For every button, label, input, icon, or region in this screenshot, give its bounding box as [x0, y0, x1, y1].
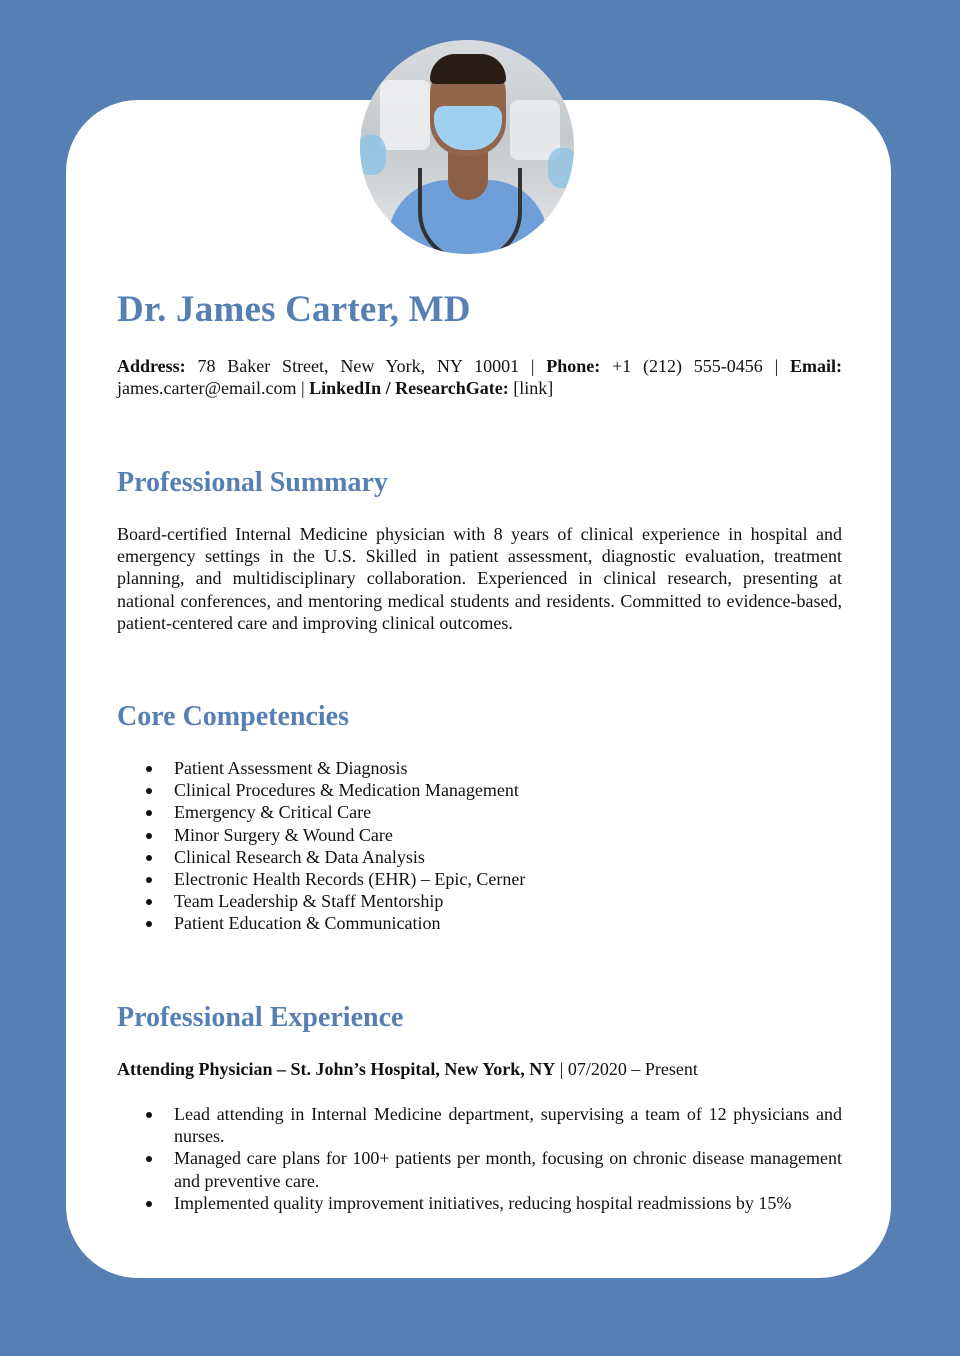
competency-text: Clinical Procedures & Medication Management	[174, 780, 519, 801]
list-item	[117, 757, 842, 779]
profile-photo	[360, 40, 574, 254]
stethoscope-icon	[418, 168, 522, 254]
competency-text: Patient Assessment & Diagnosis	[174, 758, 408, 778]
phone-value: +1 (212) 555-0456	[612, 356, 763, 376]
competency-text: Patient Education & Communication	[174, 913, 441, 934]
summary-heading: Professional Summary	[117, 467, 388, 498]
list-item	[117, 1147, 842, 1191]
bullet-icon	[146, 1156, 152, 1162]
separator: |	[555, 1059, 568, 1079]
photo-background-person	[360, 135, 386, 175]
bullet-icon	[146, 766, 152, 772]
competency-text: Electronic Health Records (EHR) – Epic, Cerner	[174, 869, 526, 890]
summary-text: Board-certified Internal Medicine physician with 8 years of clinical experience in hospital and emergency settings in the U.S. Skilled in patient assessment, diagnostic evaluation, treatment planning, and multidisciplinary collaboration. Experienced in clinical research, presenting at national conferences, and mentoring medical students and residents. Committed to evidence-based, patient-centered care and improving clinical outcomes.	[117, 524, 842, 633]
photo-background-person	[548, 148, 574, 188]
bullet-icon	[146, 1201, 152, 1207]
competency-text: Team Leadership & Staff Mentorship	[174, 891, 444, 912]
job-duties-list	[117, 1103, 842, 1214]
photo-background-light	[380, 80, 430, 150]
separator: |	[296, 378, 310, 398]
duty-text: Managed care plans for 100+ patients per month, focusing on chronic disease management and preventive care.	[174, 1148, 842, 1191]
list-item	[117, 779, 842, 801]
list-item	[117, 1192, 842, 1214]
list-item	[117, 846, 842, 868]
competency-text: Emergency & Critical Care	[174, 802, 372, 823]
bullet-icon	[146, 921, 152, 927]
bullet-icon	[146, 788, 152, 794]
bullet-icon	[146, 899, 152, 905]
bullet-icon	[146, 810, 152, 816]
photo-hair	[430, 54, 506, 84]
email-value[interactable]: james.carter@email.com	[117, 378, 297, 398]
competency-text: Minor Surgery & Wound Care	[174, 824, 393, 845]
list-item	[117, 868, 842, 890]
email-label: Email:	[790, 356, 843, 376]
links-label: LinkedIn / ResearchGate:	[309, 378, 509, 398]
candidate-name: Dr. James Carter, MD	[117, 289, 471, 330]
bullet-icon	[146, 833, 152, 839]
address-value: 78 Baker Street, New York, NY 10001	[197, 356, 520, 376]
competencies-list	[117, 757, 842, 935]
job-role-org: Attending Physician – St. John’s Hospital, New York, NY	[117, 1059, 556, 1079]
resume-card	[66, 100, 891, 1278]
profile-link[interactable]: [link]	[513, 378, 554, 398]
list-item	[117, 890, 842, 912]
contact-info	[117, 355, 842, 399]
list-item	[117, 824, 842, 846]
duty-text: Implemented quality improvement initiatives, reducing hospital readmissions by 15%	[174, 1192, 792, 1213]
job-title-line	[117, 1058, 698, 1080]
bullet-icon	[146, 1112, 152, 1118]
list-item	[117, 801, 842, 823]
separator: |	[519, 356, 547, 376]
experience-heading: Professional Experience	[117, 1002, 404, 1033]
list-item	[117, 1103, 842, 1147]
address-label: Address:	[117, 356, 186, 376]
separator: |	[762, 356, 791, 376]
duty-text: Lead attending in Internal Medicine department, supervising a team of 12 physicians and nurses.	[174, 1104, 842, 1147]
competency-text: Clinical Research & Data Analysis	[174, 846, 425, 867]
job-dates: 07/2020 – Present	[567, 1059, 698, 1079]
bullet-icon	[146, 877, 152, 883]
bullet-icon	[146, 855, 152, 861]
list-item	[117, 912, 842, 934]
competencies-heading: Core Competencies	[117, 701, 349, 732]
phone-label: Phone:	[546, 356, 601, 376]
